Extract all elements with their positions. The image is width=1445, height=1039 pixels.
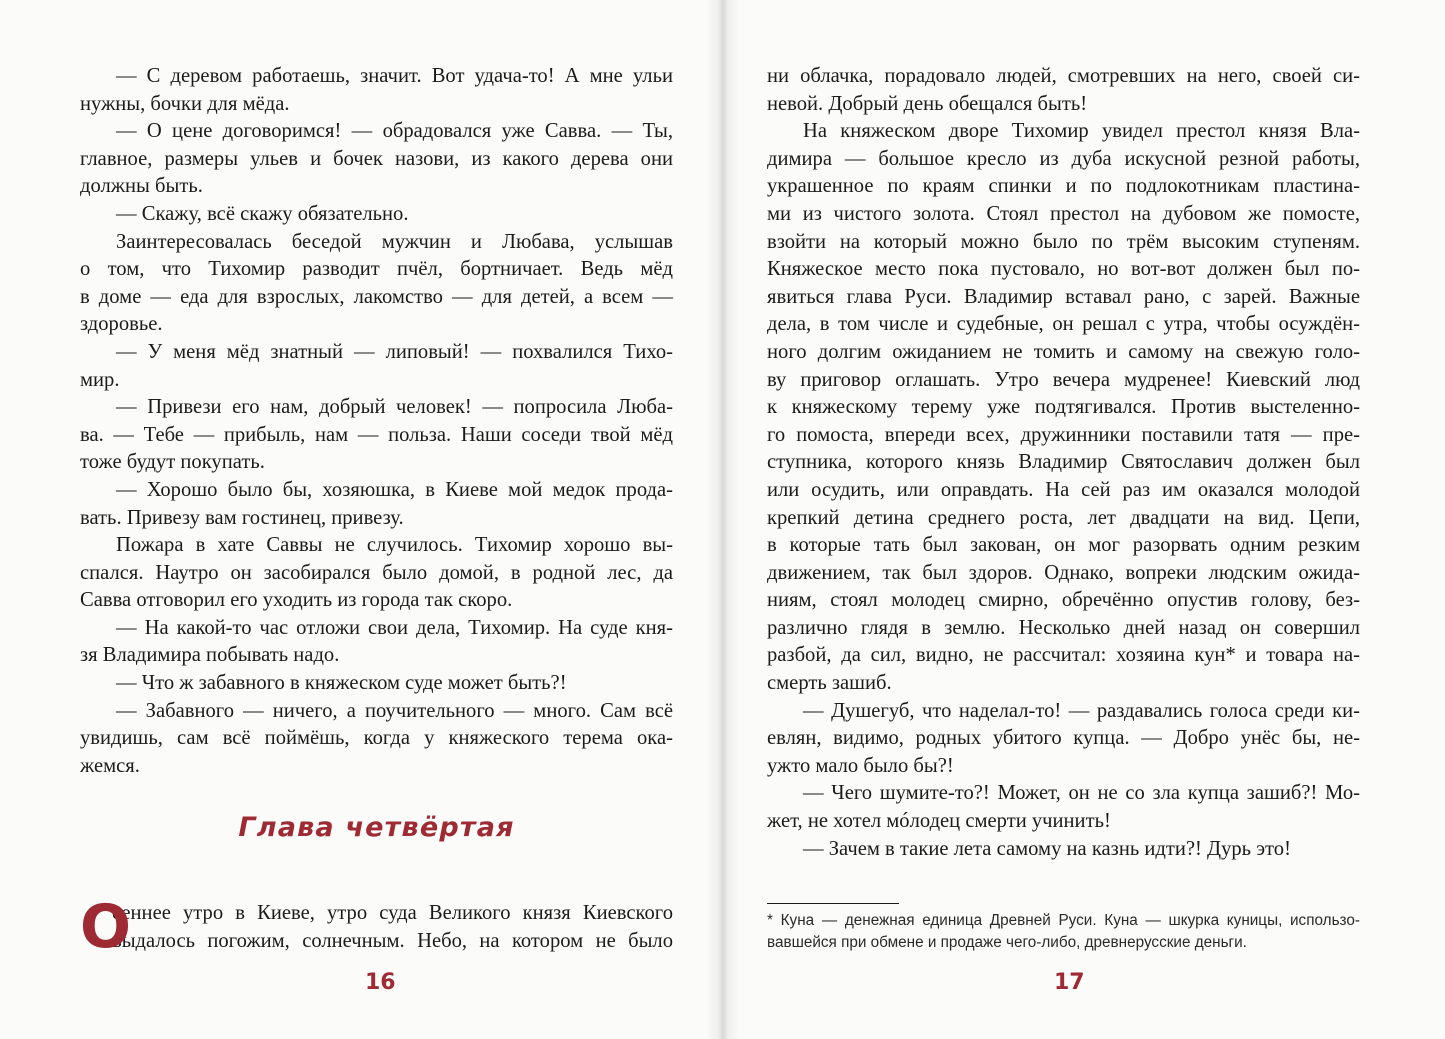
text-line: евлян, видимо, родных убитого купца. — Добро унёс бы, не- (767, 727, 1360, 750)
text-line: дела, в том числе и судебные, он решал с утра, чтобы осуждён- (767, 313, 1360, 336)
text-line: к княжескому терему уже подтягивался. Против выстеленно- (767, 396, 1360, 419)
text-line: украшенное по краям спинки и по подлокотникам пластина- (767, 175, 1360, 198)
text-line: ужто мало было бы?! (767, 754, 954, 777)
text-line: ми из чистого золота. Стоял престол на дубовом же помосте, (767, 202, 1360, 225)
text-line: На княжеском дворе Тихомир увидел престол князя Вла- (803, 120, 1360, 143)
text-line: — Чего шумите-то?! Может, он не со зла купца зашиб?! Мо- (803, 782, 1360, 805)
text-line: разбой, да сил, видно, не рассчитал: хозяина кун* и товара на- (767, 644, 1360, 667)
footnote-line: вавшейся при обмене и продаже чего-либо, древнерусские деньги. (767, 934, 1247, 951)
text-line: Княжеское место пока пустовало, но вот-вот должен был по- (767, 258, 1360, 281)
text-line: различно глядя в землю. Несколько дней назад он совершил (767, 616, 1360, 639)
text-line: жемся. (80, 754, 140, 777)
footnote-divider (767, 903, 899, 904)
text-line: — У меня мёд знатный — липовый! — похвалился Тихо- (116, 340, 673, 363)
text-line: — Привези его нам, добрый человек! — попросила Люба- (116, 396, 673, 419)
text-line: — На какой-то час отложи свои дела, Тихомир. На суде кня- (116, 616, 673, 639)
text-line: зя Владимира побывать надо. (80, 644, 340, 667)
chapter-opening-paragraph (80, 892, 673, 962)
text-line: нужны, бочки для мёда. (80, 92, 290, 115)
text-line: димира — большое кресло из дуба искусной резной работы, (767, 147, 1360, 170)
text-line: — Скажу, всё скажу обязательно. (116, 202, 409, 225)
text-line: — Что ж забавного в княжеском суде может быть?! (116, 672, 567, 695)
text-line: ва. — Тебе — прибыль, нам — польза. Наши соседи твой мёд (80, 423, 673, 446)
opening-line: выдалось погожим, солнечным. Небо, на котором не было (112, 929, 673, 952)
text-line: крепкий детина среднего роста, лет двадцати на вид. Цепи, (767, 506, 1360, 529)
footnote-line: * Куна — денежная единица Древней Руси. Куна — шкурка куницы, использо- (767, 912, 1360, 929)
chapter-title: Глава четвёртая (238, 812, 515, 843)
drop-cap: О (80, 892, 132, 962)
right-page-text (767, 63, 1360, 863)
book-gutter (706, 0, 740, 1039)
footnote (767, 910, 1360, 954)
opening-line: сеннее утро в Киеве, утро суда Великого князя Киевского (112, 902, 673, 924)
text-line: невой. Добрый день обещался быть! (767, 92, 1088, 115)
text-line: главное, размеры ульев и бочек назови, из какого дерева они (80, 147, 673, 170)
text-line: о том, что Тихомир разводит пчёл, бортничает. Ведь мёд (80, 258, 673, 281)
text-line: здоровье. (80, 313, 163, 336)
text-line: должны быть. (80, 175, 203, 198)
text-line: — Душегуб, что наделал-то! — раздавались голоса среди ки- (803, 699, 1360, 722)
text-line: в которые тать был закован, он мог разорвать одним резким (767, 534, 1360, 557)
text-line: Заинтересовалась беседой мужчин и Любава, услышав (116, 230, 673, 253)
text-line: — Хорошо было бы, хозяюшка, в Киеве мой медок прода- (116, 478, 673, 501)
text-line: мир. (80, 368, 120, 391)
text-line: Пожара в хате Саввы не случилось. Тихомир хорошо вы- (116, 534, 673, 557)
text-line: Савва отговорил его уходить из города так скоро. (80, 589, 513, 612)
page-number-right: 17 (1054, 970, 1085, 995)
text-line: движением, так был здоров. Однако, вопреки людским ожида- (767, 561, 1360, 584)
text-line: взойти на который можно было по трём высоким ступеням. (767, 230, 1360, 253)
text-line: — С деревом работаешь, значит. Вот удача-то! А мне ульи (116, 65, 673, 87)
text-line: в доме — еда для взрослых, лакомство — для детей, а всем — (80, 285, 673, 308)
text-line: — Зачем в такие лета самому на казнь идти?! Дурь это! (803, 837, 1291, 860)
text-line: ного долгим ожиданием не томить и самому на свежую голо- (767, 340, 1360, 363)
text-line: смерть зашиб. (767, 672, 892, 695)
text-line: увидишь, сам всё поймёшь, когда у княжеского терема ока- (80, 727, 673, 750)
text-line: — О цене договоримся! — обрадовался уже Савва. — Ты, (116, 120, 673, 143)
text-line: ниям, стоял молодец смирно, обречённо опустив голову, без- (767, 589, 1360, 612)
text-line: ву приговор оглашать. Утро вечера мудренее! Киевский люд (767, 368, 1360, 391)
text-line: ступника, которого князь Владимир Святославич должен был (767, 451, 1360, 474)
text-line: явиться глава Руси. Владимир вставал рано, с зарей. Важные (767, 285, 1360, 308)
text-line: го помоста, впереди всех, дружинники поставили татя — пре- (767, 423, 1360, 446)
page-number-left: 16 (365, 970, 396, 995)
text-line: ни облачка, порадовало людей, смотревших на него, своей си- (767, 65, 1360, 87)
text-line: вать. Привезу вам гостинец, привезу. (80, 506, 404, 529)
text-line: спался. Наутро он засобирался было домой, в родной лес, да (80, 561, 673, 584)
left-page-text (80, 63, 673, 780)
text-line: тоже будут покупать. (80, 451, 265, 474)
text-line: или осудить, или оправдать. На сей раз им оказался молодой (767, 478, 1360, 501)
text-line: — Забавного — ничего, а поучительного — много. Сам всё (116, 699, 673, 722)
text-line: жет, не хотел мóлодец смерти учинить! (767, 810, 1111, 833)
